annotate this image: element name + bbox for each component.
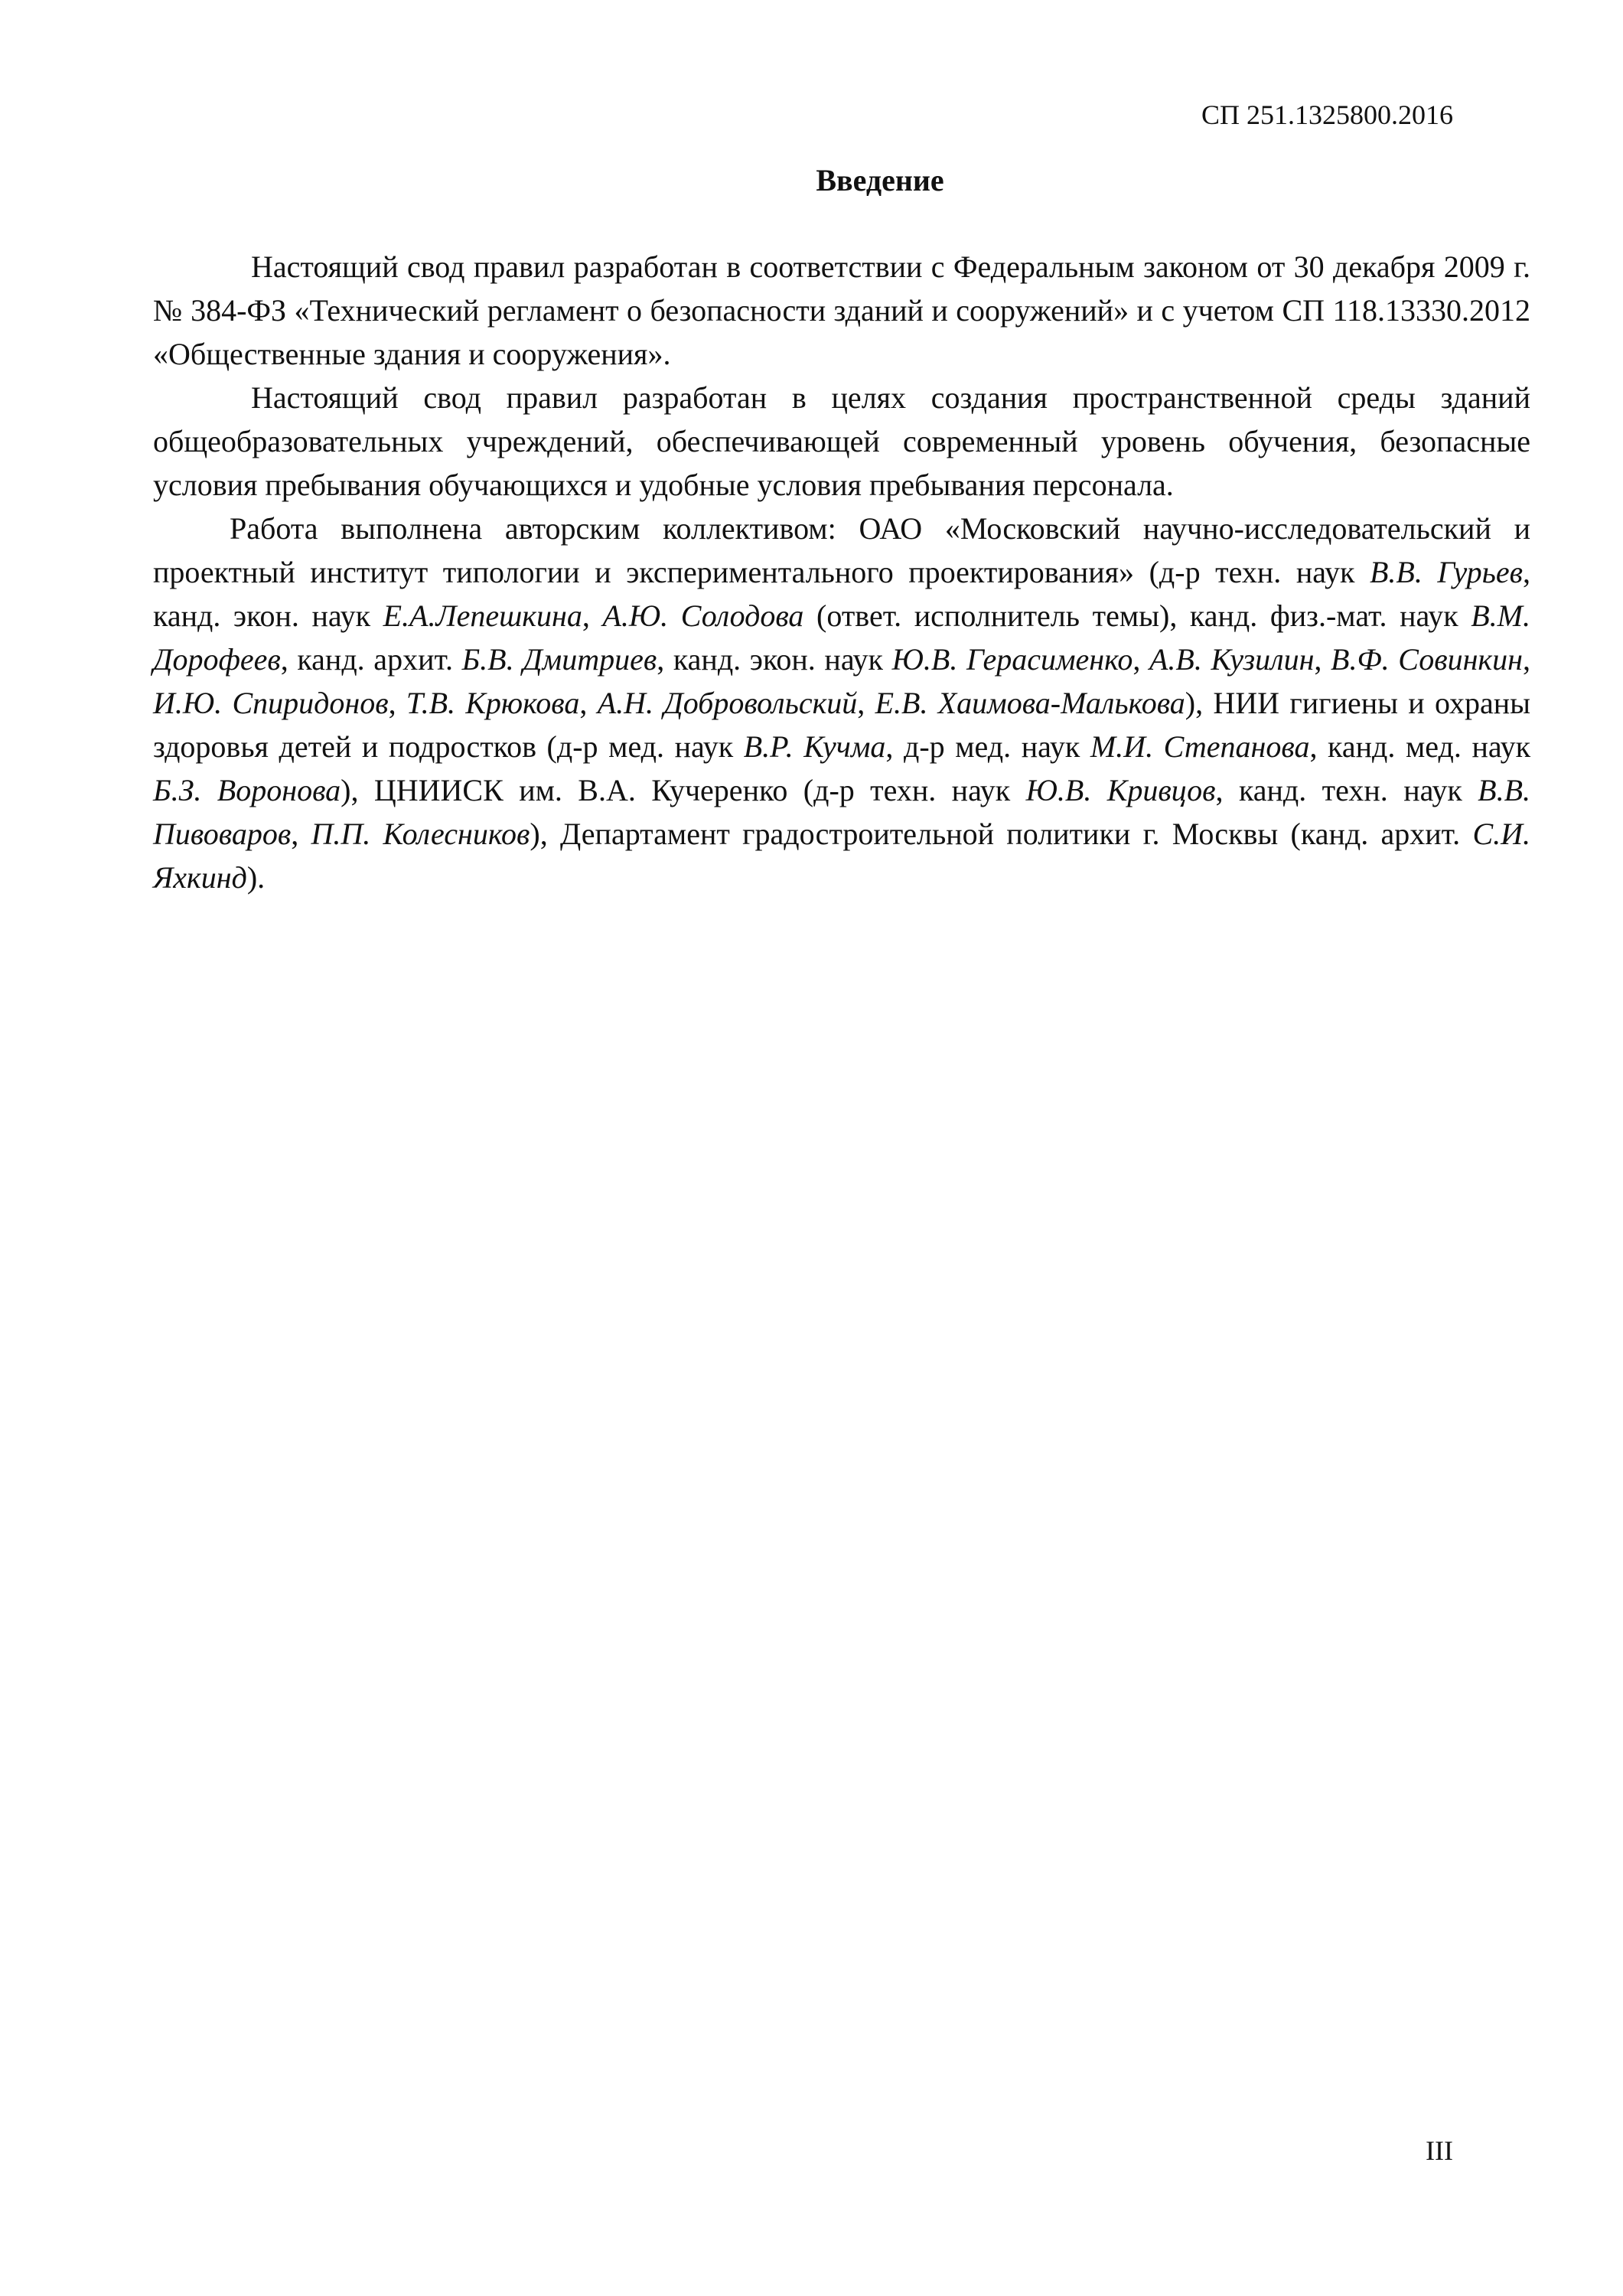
author-name: Б.З. Воронова [153, 773, 341, 807]
author-name: С.И. Яхкинд [153, 817, 1531, 895]
document-body [153, 245, 1530, 899]
authors-text: ), НИИ гигиены и охраны здоровья детей и подростков (д-р мед. наук [153, 686, 1531, 764]
author-name: В.Ф. Совинкин [1331, 642, 1523, 677]
paragraph-purpose: Настоящий свод правил разработан в целях создания пространственной среды зданий общеобразовательных учреждений, обеспечивающей современный уровень обучения, безопасные условия пребывания обучающихся и удобные условия пребывания персонала. [153, 380, 1530, 502]
author-name: П.П. Колесников [311, 817, 530, 851]
authors-text: , канд. мед. наук [1309, 729, 1531, 764]
authors-text: Работа выполнена авторским коллективом: ОАО «Московский научно-исследовательский и проектный институт типологии и экспериментального проектирования» (д-р техн. наук [153, 511, 1530, 589]
author-name: Ю.В. Герасименко [891, 642, 1133, 677]
author-name: А.Н. Добровольский [597, 686, 858, 720]
author-name: В.В. Пивоваров [153, 773, 1531, 851]
page-number: III [1426, 2135, 1453, 2166]
paragraph-authors [153, 507, 1530, 899]
author-name: В.М. Дорофеев [153, 598, 1530, 677]
author-name: Ю.В. Кривцов [1025, 773, 1216, 807]
authors-text: (ответ. исполнитель темы), канд. физ.-мат. наук [803, 598, 1471, 633]
authors-text: ), ЦНИИСК им. В.А. Кучеренко (д-р техн. наук [341, 773, 1026, 807]
authors-text: , [582, 598, 603, 633]
authors-text: , канд. техн. наук [1215, 773, 1478, 807]
author-name: И.Ю. Спиридонов [153, 686, 389, 720]
authors-text: , [857, 686, 875, 720]
author-name: А.Ю. Солодова [602, 598, 804, 633]
author-name: В.Р. Кучма [743, 729, 886, 764]
authors-text: , [291, 817, 311, 851]
author-name: Т.В. Крюкова [406, 686, 580, 720]
authors-text: , д-р мед. наук [885, 729, 1090, 764]
author-name: Б.В. Дмитриев [461, 642, 657, 677]
authors-text: ), Департамент градостроительной политики г. Москвы (канд. архит. [530, 817, 1473, 851]
authors-text: ). [246, 860, 266, 895]
paragraph-legal-basis: Настоящий свод правил разработан в соответствии с Федеральным законом от 30 декабря 2009 г. № 384-ФЗ «Технический регламент о безопасности зданий и сооружений» и с учетом СП 118.13330.2012 «Общественные здания и сооружения». [153, 249, 1530, 371]
authors-text: , канд. экон. наук [657, 642, 892, 677]
author-name: А.В. Кузилин [1149, 642, 1315, 677]
author-name: Е.В. Хаимова-Малькова [875, 686, 1185, 720]
authors-text: , [1133, 642, 1149, 677]
document-code: СП 251.1325800.2016 [1201, 99, 1453, 130]
authors-text: , [388, 686, 406, 720]
authors-text: , канд. экон. наук [153, 555, 1530, 633]
authors-text: , канд. архит. [280, 642, 462, 677]
author-name: В.В. Гурьев [1369, 555, 1523, 589]
authors-text: , [1523, 642, 1530, 677]
author-name: Е.А.Лепешкина [383, 598, 582, 633]
section-title: Введение [816, 163, 944, 197]
author-name: М.И. Степанова [1090, 729, 1310, 764]
authors-text: , [579, 686, 598, 720]
authors-text: , [1314, 642, 1331, 677]
